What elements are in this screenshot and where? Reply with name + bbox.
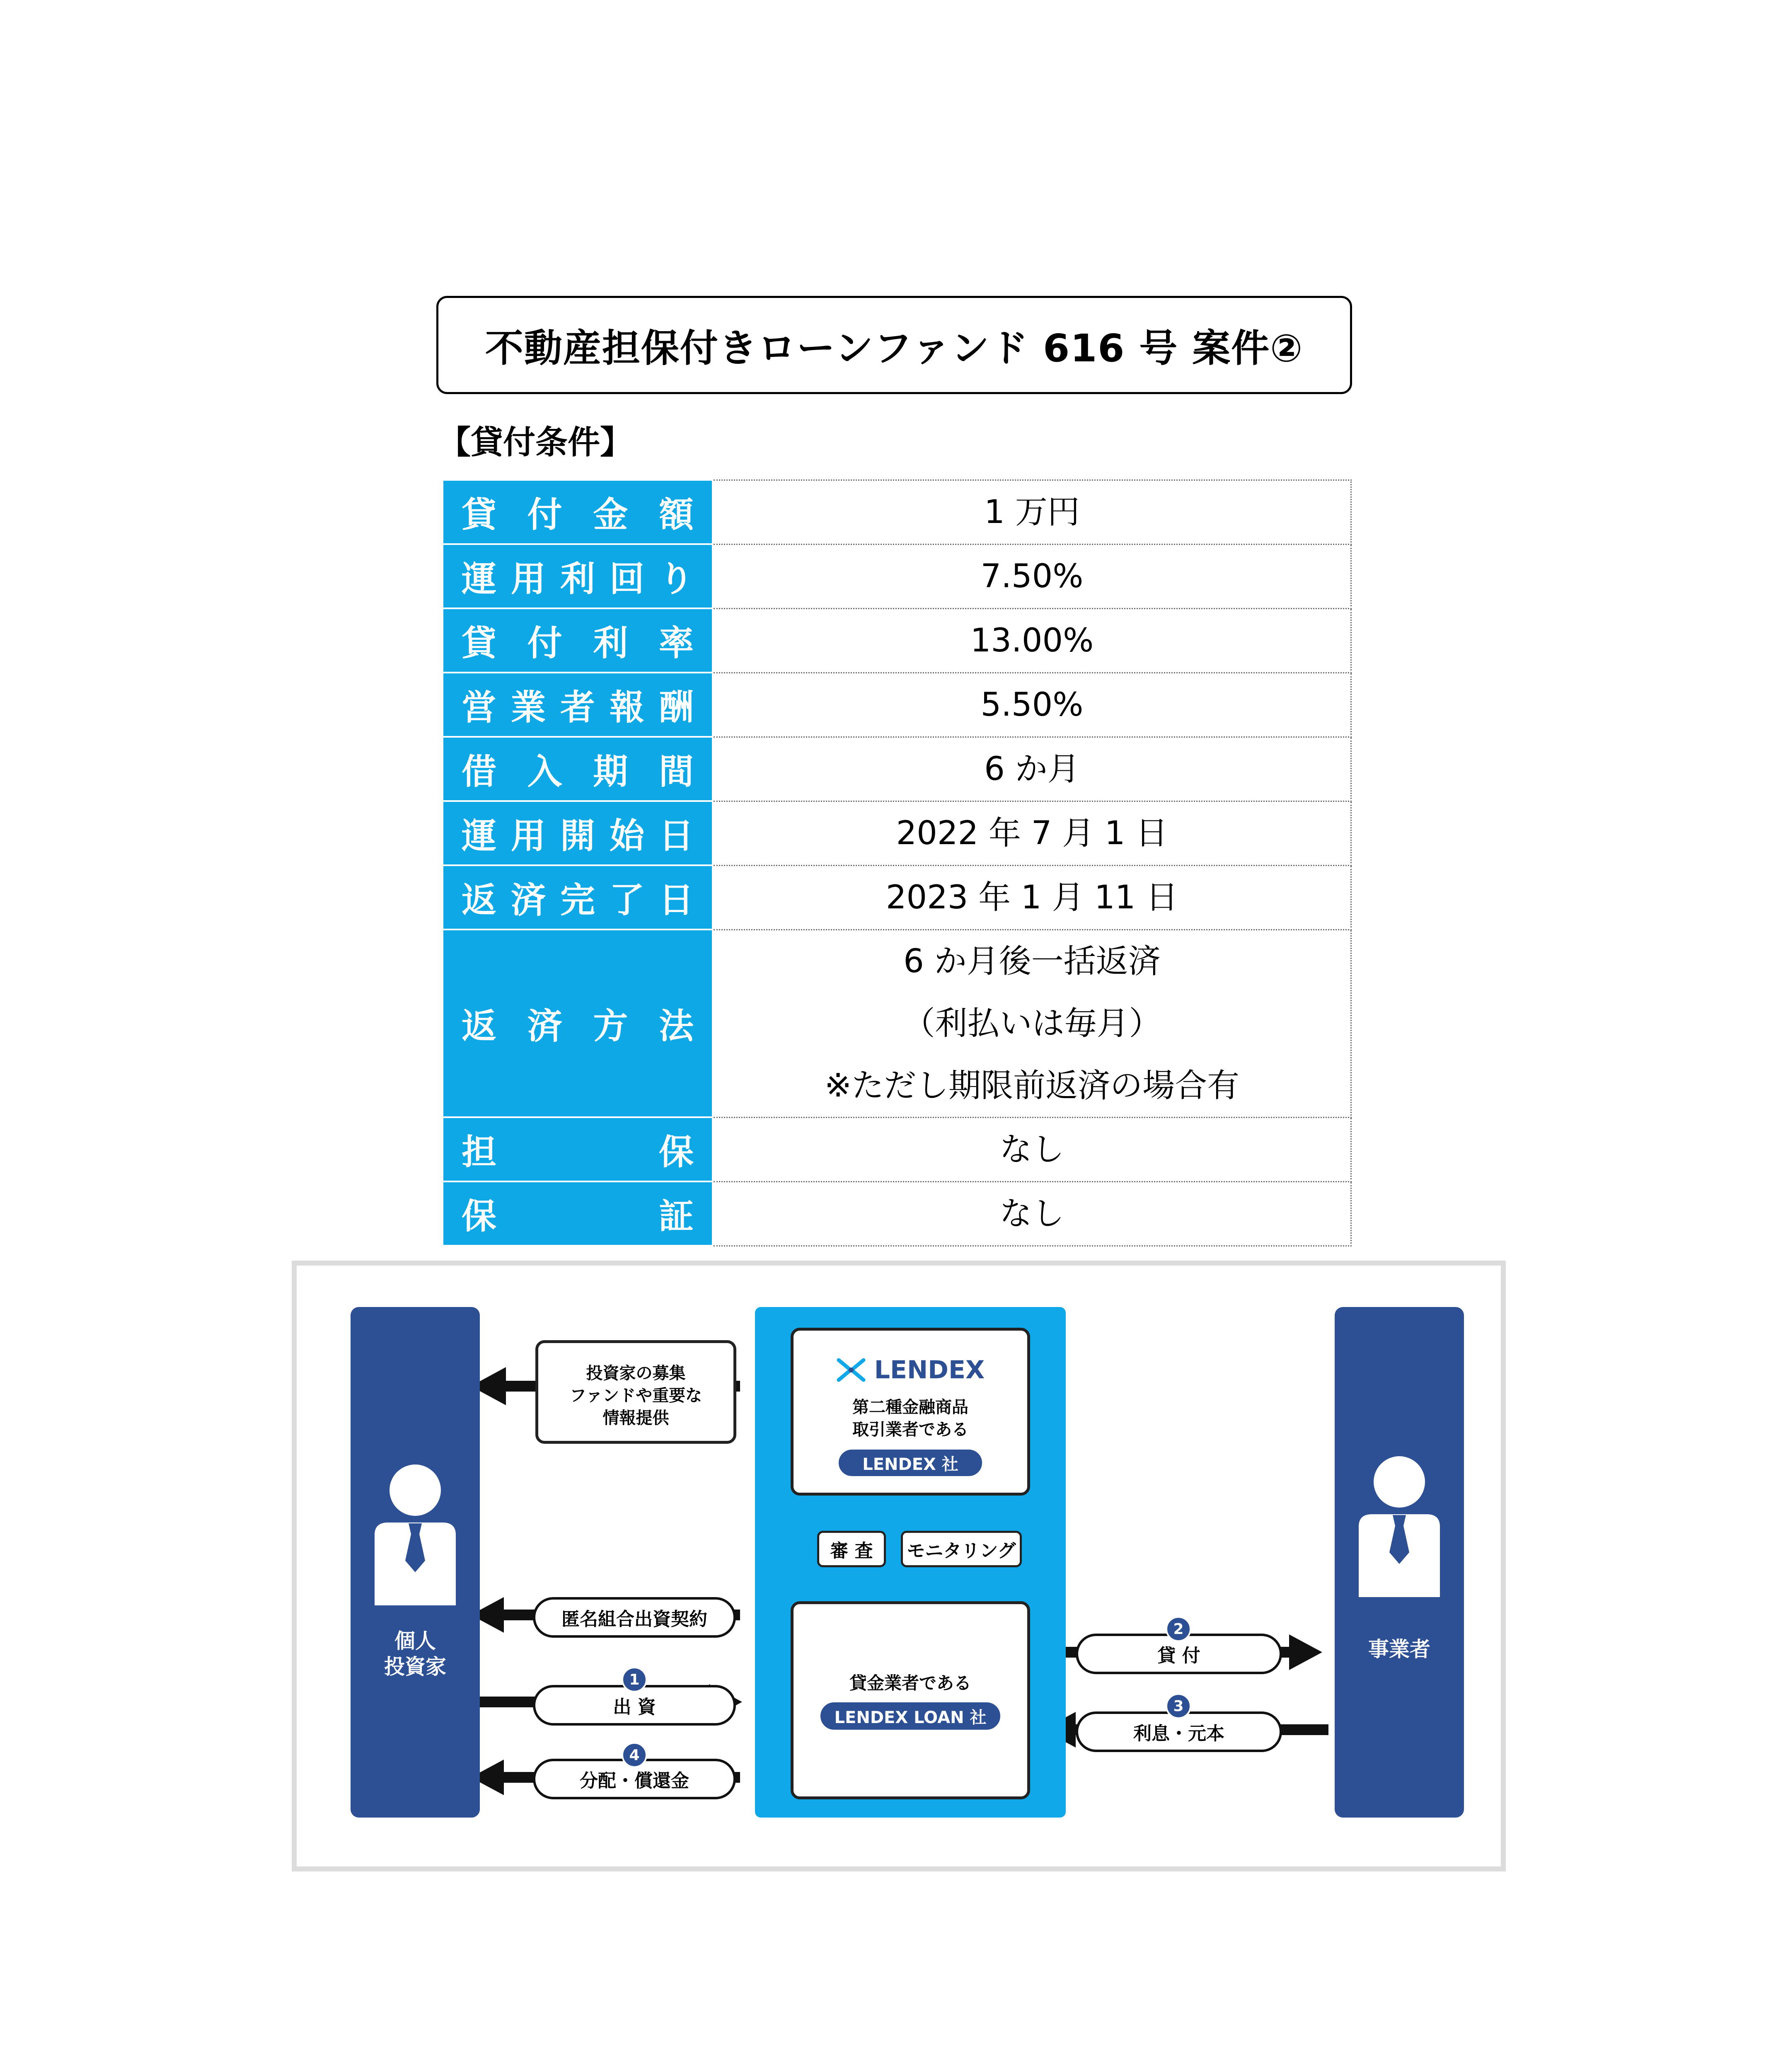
terms-value (713, 1117, 1351, 1181)
terms-label-text: 貸 付 金 額 (462, 494, 694, 535)
invest-label: 出 資 (533, 1685, 736, 1726)
terms-label-text: 保 証 (462, 1196, 694, 1237)
loan-desc: 貸金業者である (849, 1673, 971, 1693)
terms-value (713, 737, 1351, 801)
terms-label (443, 673, 713, 737)
step-4-badge: 4 (622, 1742, 647, 1768)
investor-label-2: 投資家 (384, 1655, 446, 1679)
terms-row (443, 480, 1351, 544)
review-tag: 審 査 (817, 1531, 886, 1567)
terms-label (443, 801, 713, 865)
terms-label (443, 929, 713, 1117)
loan-label: 貸 付 (1076, 1634, 1282, 1674)
lendex-box (791, 1328, 1030, 1496)
interest-label: 利息・元本 (1076, 1711, 1282, 1752)
terms-row (443, 1181, 1351, 1246)
info-line-1: 投資家の募集 (586, 1364, 686, 1383)
terms-row (443, 544, 1351, 608)
terms-value-line: 13.00% (970, 622, 1094, 659)
terms-label (443, 608, 713, 673)
page-title: 不動産担保付きローンファンド 616 号 案件② (436, 296, 1352, 394)
loan-terms-table (442, 479, 1352, 1247)
terms-label (443, 480, 713, 544)
business-label: 事業者 (1368, 1637, 1430, 1661)
lendex-loan-badge: LENDEX LOAN 社 (818, 1700, 1002, 1732)
step-1-badge: 1 (622, 1667, 647, 1692)
step-2-badge: 2 (1166, 1616, 1191, 1642)
terms-label-text: 借 入 期 間 (462, 751, 694, 792)
terms-row (443, 737, 1351, 801)
terms-label-text: 運 用 開 始 日 (462, 816, 694, 856)
terms-row (443, 673, 1351, 737)
terms-value (713, 608, 1351, 673)
terms-label (443, 865, 713, 929)
business-person-icon (1335, 1307, 1464, 1818)
terms-value (713, 544, 1351, 608)
terms-value (713, 865, 1351, 929)
terms-row (443, 929, 1351, 1117)
terms-value (713, 801, 1351, 865)
investor-label-1: 個人 (394, 1629, 436, 1653)
terms-label-text: 貸 付 利 率 (462, 623, 694, 663)
arrow-loan-right (1289, 1634, 1322, 1670)
terms-row (443, 801, 1351, 865)
info-line-2: ファンドや重要な (569, 1386, 702, 1405)
terms-label (443, 544, 713, 608)
terms-value-line: なし (999, 1195, 1065, 1232)
terms-value-line: 5.50% (980, 686, 1084, 724)
terms-row (443, 1117, 1351, 1181)
lendex-badge: LENDEX 社 (837, 1447, 984, 1478)
terms-row (443, 865, 1351, 929)
terms-value-line: 1 万円 (984, 493, 1080, 531)
section-label: 【貸付条件】 (438, 424, 633, 461)
terms-label (443, 737, 713, 801)
terms-label (443, 1181, 713, 1246)
contract-label: 匿名組合出資契約 (533, 1597, 736, 1638)
lendex-loan-box (791, 1601, 1030, 1799)
terms-label (443, 1117, 713, 1181)
terms-row (443, 608, 1351, 673)
lendex-logo-text: LENDEX (874, 1356, 985, 1385)
distribution-label: 分配・償還金 (533, 1759, 736, 1799)
step-3-badge: 3 (1166, 1693, 1191, 1719)
terms-value-line: （利払いは毎月） (902, 1005, 1161, 1042)
terms-value-line: ※ただし期限前返済の場合有 (824, 1067, 1240, 1104)
terms-value-line: 2023 年 1 月 11 日 (886, 879, 1178, 916)
terms-value-line: 6 か月 (984, 750, 1080, 788)
terms-label-text: 返 済 方 法 (462, 1006, 694, 1046)
terms-label-text: 営 業 者 報 酬 (462, 687, 694, 728)
terms-label-text: 運 用 利 回 り (462, 559, 694, 599)
terms-value (713, 1181, 1351, 1246)
terms-label-text: 返 済 完 了 日 (462, 880, 694, 920)
investor-person-icon (351, 1307, 480, 1818)
terms-value (713, 929, 1351, 1117)
terms-value-line: 6 か月後一括返済 (903, 942, 1161, 980)
monitoring-tag: モニタリング (901, 1531, 1022, 1567)
investor-column (351, 1307, 480, 1818)
terms-value-line: 2022 年 7 月 1 日 (896, 814, 1168, 852)
info-provision-box (535, 1340, 736, 1444)
terms-label-text: 担 保 (462, 1132, 694, 1172)
terms-value (713, 673, 1351, 737)
scheme-diagram (292, 1261, 1506, 1871)
lendex-logo-icon (836, 1358, 866, 1382)
terms-value-line: なし (999, 1130, 1065, 1168)
lendex-desc-1: 第二種金融商品 (852, 1398, 968, 1417)
terms-value-line: 7.50% (980, 557, 1084, 595)
business-column (1335, 1307, 1464, 1818)
info-line-3: 情報提供 (602, 1409, 669, 1428)
lendex-desc-2: 取引業者である (852, 1420, 968, 1439)
terms-value (713, 480, 1351, 544)
